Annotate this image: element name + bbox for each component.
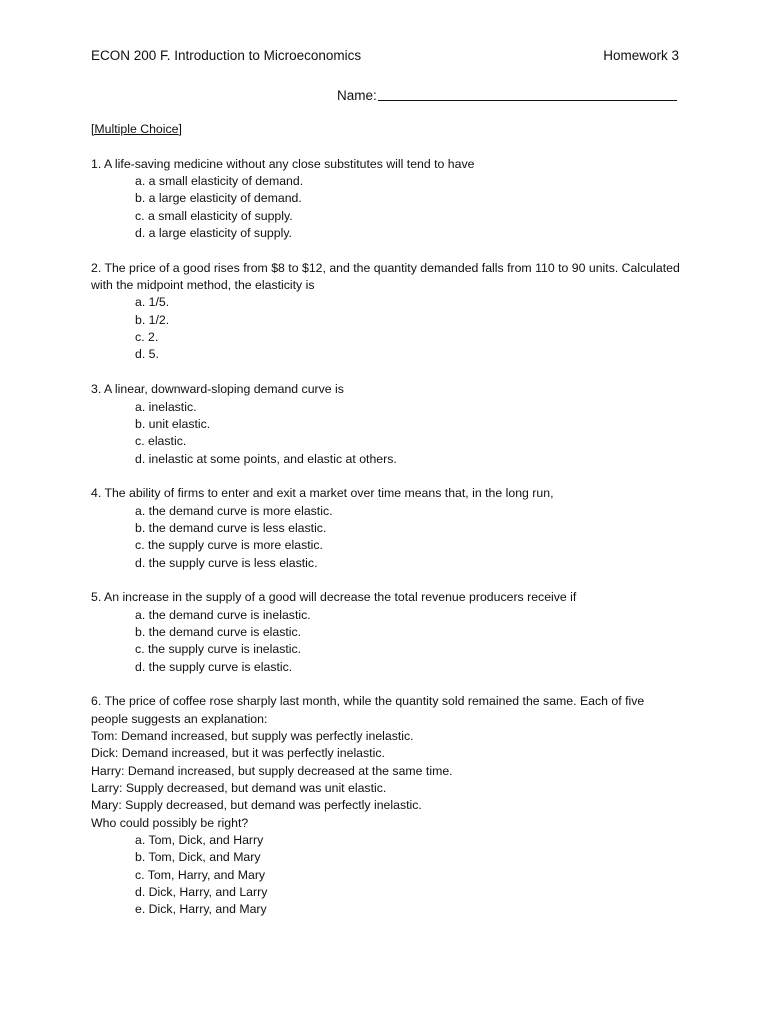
explanation-line: Tom: Demand increased, but supply was perfectly inelastic. [91,729,414,744]
choice-list [91,399,691,468]
choice-list [91,173,691,242]
choice: c. the supply curve is more elastic. [135,538,323,553]
choice: b. the demand curve is elastic. [135,624,302,639]
choice: a. a small elasticity of demand. [135,174,304,189]
choice: b. 1/2. [135,312,170,327]
explanation-line: Larry: Supply decreased, but demand was unit elastic. [91,781,387,796]
choice: a. inelastic. [135,399,197,414]
question-3 [91,381,691,468]
homework-content [91,121,691,936]
question-5 [91,589,691,676]
question-prompt: Who could possibly be right? [91,815,249,830]
question-6 [91,693,691,918]
choice-list [91,294,691,363]
explanation-line: Mary: Supply decreased, but demand was perfectly inelastic. [91,798,422,813]
choice: b. the demand curve is less elastic. [135,520,327,535]
choice: a. the demand curve is more elastic. [135,503,333,518]
explanation-line: Dick: Demand increased, but it was perfectly inelastic. [91,746,385,761]
choice: c. elastic. [135,434,187,449]
choice: d. a large elasticity of supply. [135,226,292,241]
explanation-line: Harry: Demand increased, but supply decreased at the same time. [91,763,453,778]
choice: d. the supply curve is elastic. [135,659,293,674]
choice: d. inelastic at some points, and elastic at others. [135,451,397,466]
choice: a. 1/5. [135,295,170,310]
question-2 [91,260,691,364]
choice: b. unit elastic. [135,416,211,431]
choice: c. 2. [135,330,159,345]
choice-list [91,832,691,919]
question-4 [91,485,691,572]
question-1 [91,156,691,243]
question-text: 3. A linear, downward-sloping demand curve is [91,382,344,397]
choice: a. the demand curve is inelastic. [135,607,311,622]
choice: c. a small elasticity of supply. [135,208,293,223]
name-line [337,86,679,108]
question-text: 4. The ability of firms to enter and exit a market over time means that, in the long run, [91,486,554,501]
choice: c. Tom, Harry, and Mary [135,867,266,882]
choice-list [91,503,691,572]
choice-list [91,607,691,676]
choice: a. Tom, Dick, and Harry [135,833,264,848]
name-label: Name: [337,88,377,103]
choice: e. Dick, Harry, and Mary [135,902,267,917]
name-blank[interactable] [378,86,677,101]
section-heading: [Multiple Choice] [91,122,182,136]
choice: d. the supply curve is less elastic. [135,555,318,570]
course-title: ECON 200 F. Introduction to Microeconomics [91,48,362,63]
choice: d. Dick, Harry, and Larry [135,885,268,900]
question-text: 2. The price of a good rises from $8 to $12, and the quantity demanded falls from 110 to 90 units. Calculated with the midpoint method, the elasticity is [91,260,680,293]
assignment-title: Homework 3 [603,48,679,63]
document-header [91,46,679,66]
question-text: 5. An increase in the supply of a good will decrease the total revenue producers receive if [91,590,577,605]
choice: d. 5. [135,347,159,362]
question-text: 6. The price of coffee rose sharply last month, while the quantity sold remained the same. Each of five people suggests an explanation: [91,694,645,726]
choice: b. a large elasticity of demand. [135,191,302,206]
question-text: 1. A life-saving medicine without any close substitutes will tend to have [91,156,475,171]
choice: b. Tom, Dick, and Mary [135,850,261,865]
choice: c. the supply curve is inelastic. [135,642,302,657]
